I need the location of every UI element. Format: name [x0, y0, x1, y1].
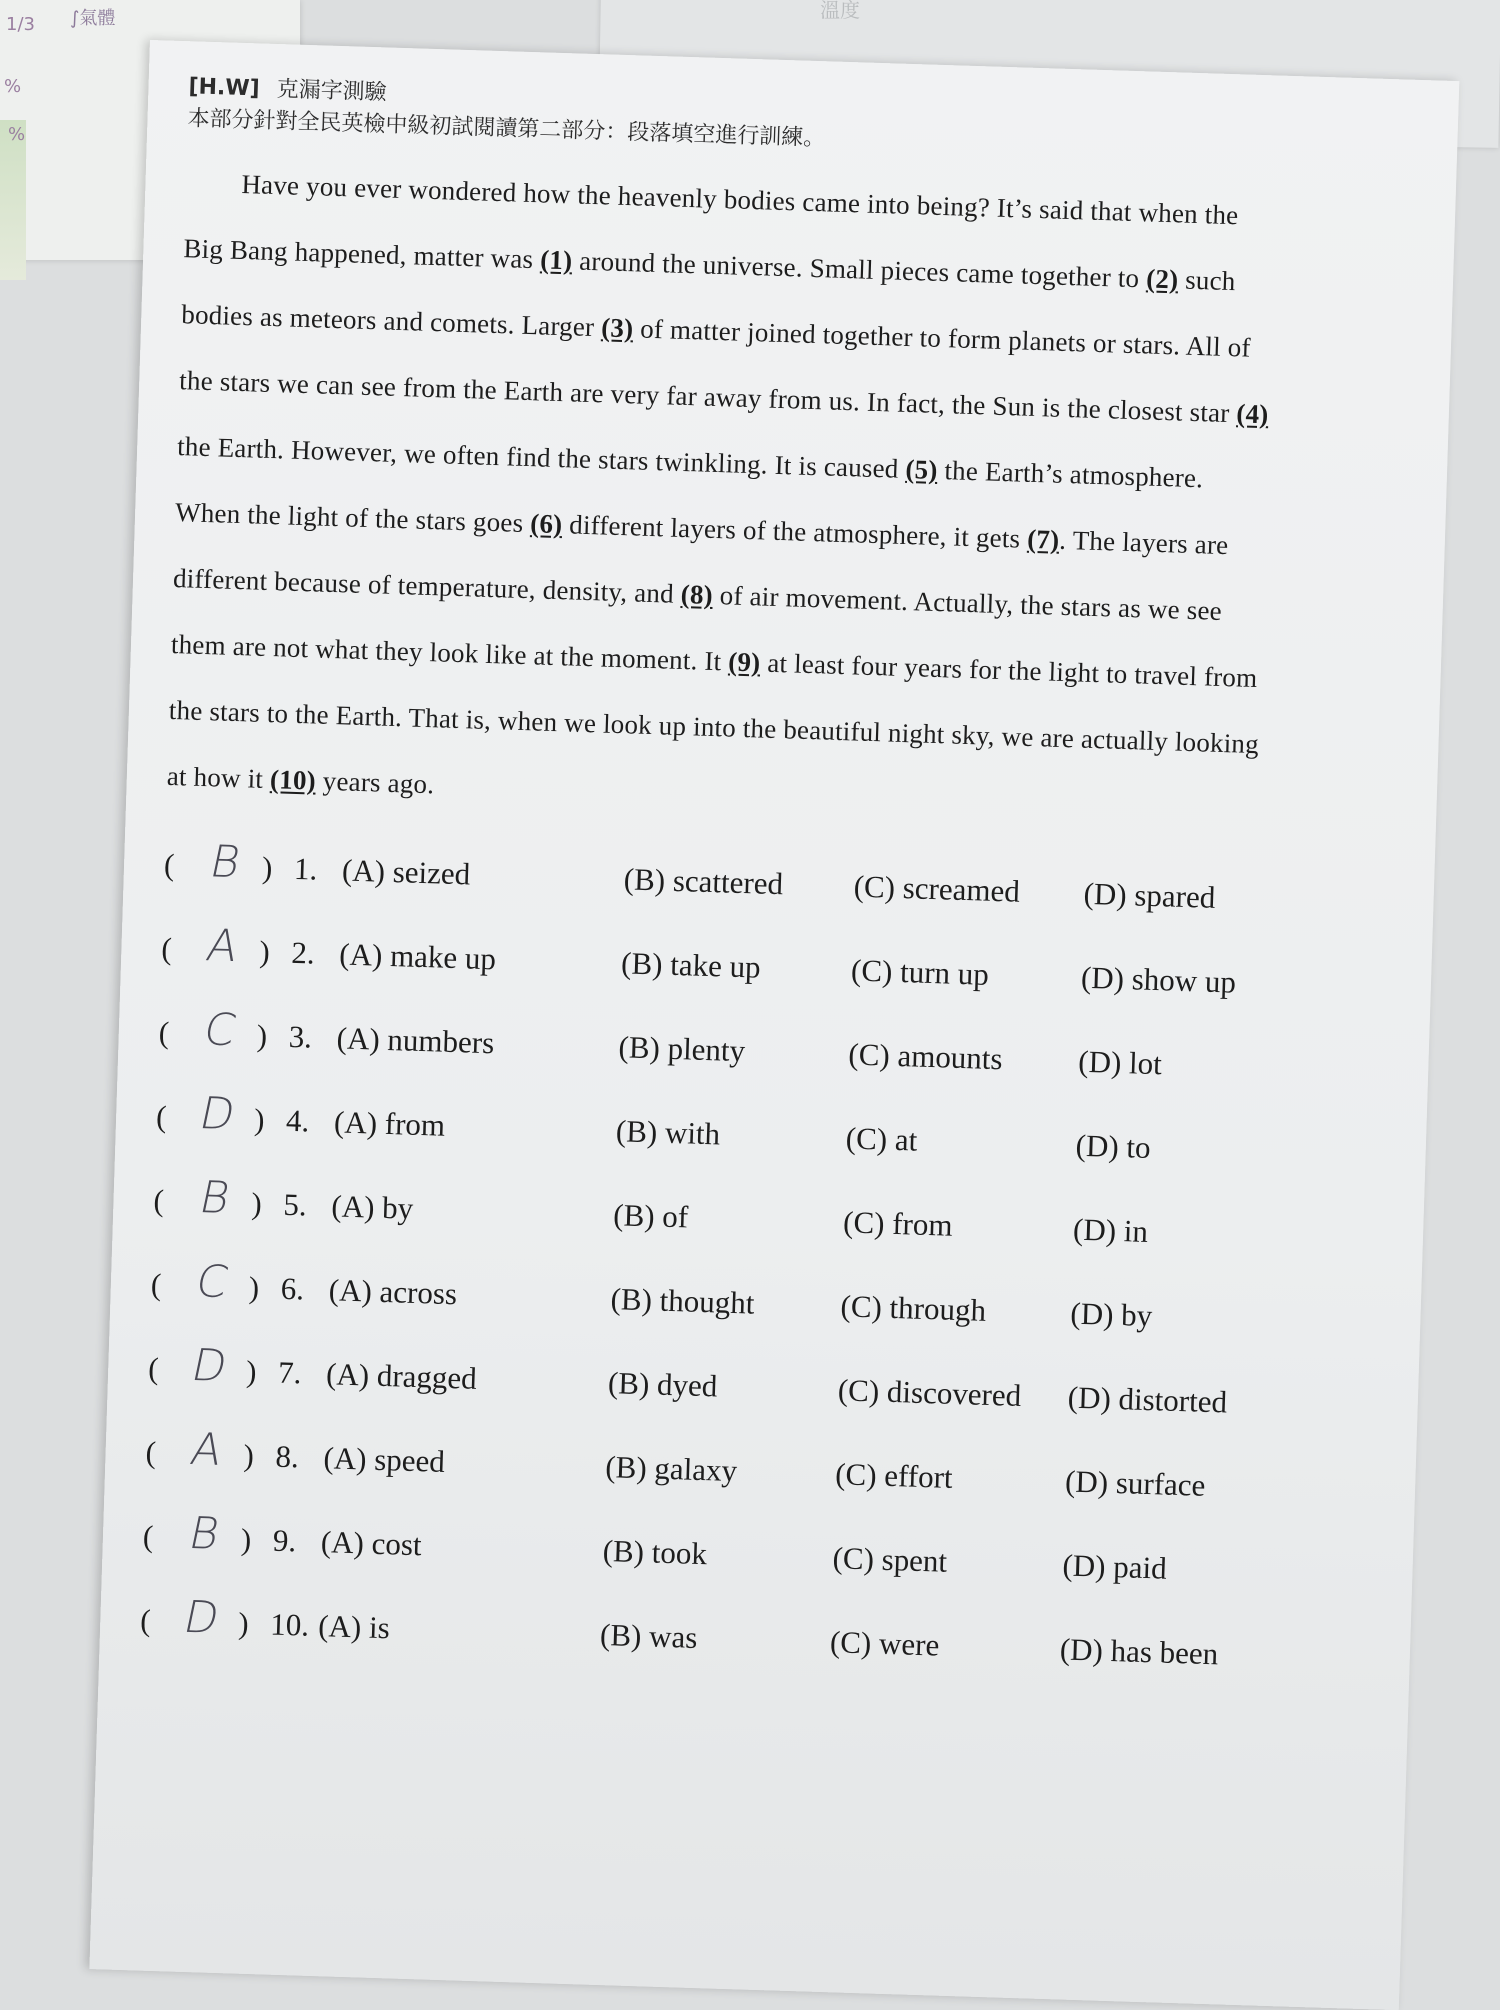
- option-c: (C) were: [829, 1624, 940, 1663]
- passage-text: bodies as meteors and comets. Larger: [180, 299, 602, 343]
- option-c: (C) spent: [832, 1540, 948, 1579]
- option-d: (D) paid: [1062, 1547, 1168, 1586]
- answer-paren-close: ): [243, 1437, 255, 1473]
- option-b: (B) with: [615, 1113, 721, 1152]
- question-list: [139, 837, 1385, 1715]
- passage-text: the stars to the Earth. That is, when we look up into the beautiful night sky, we are actually looking: [168, 694, 1260, 760]
- handwritten-answer: D: [195, 1088, 240, 1141]
- option-b: (B) take up: [620, 945, 762, 985]
- passage-text: When the light of the stars goes: [174, 497, 531, 539]
- handwritten-answer: C: [199, 1004, 241, 1057]
- question-number: 1.: [293, 850, 318, 887]
- question-number: 8.: [275, 1438, 300, 1475]
- passage-text: Have you ever wondered how the heavenly bodies came into being? It’s said that when the: [241, 168, 1239, 231]
- faint-heading: 溫度: [820, 0, 860, 22]
- option-c: (C) at: [845, 1120, 918, 1158]
- question-number: 5.: [282, 1186, 308, 1223]
- option-a: (A) dragged: [325, 1356, 478, 1396]
- blank-marker: (7): [1026, 523, 1060, 555]
- option-b: (B) dyed: [607, 1365, 718, 1404]
- handwritten-answer: C: [191, 1256, 233, 1308]
- passage-text: the Earth’s atmosphere.: [937, 454, 1204, 494]
- option-b: (B) of: [612, 1197, 689, 1235]
- passage-text: different because of temperature, density, and: [172, 562, 682, 609]
- blank-marker: (8): [680, 578, 714, 610]
- option-b: (B) was: [599, 1616, 698, 1655]
- answer-paren-close: ): [261, 849, 273, 886]
- option-d: (D) distorted: [1067, 1379, 1228, 1420]
- question-number: 4.: [285, 1102, 310, 1139]
- margin-fraction: 1/3: [6, 14, 35, 35]
- option-c: (C) screamed: [853, 868, 1021, 909]
- answer-paren-open: (: [145, 1434, 157, 1470]
- worksheet-page: [89, 40, 1459, 2010]
- cloze-passage: [166, 149, 1406, 847]
- blank-marker: (4): [1235, 398, 1269, 430]
- margin-percent-2: %: [8, 124, 26, 145]
- option-d: (D) to: [1075, 1127, 1152, 1165]
- option-c: (C) effort: [834, 1456, 954, 1495]
- passage-text: such: [1177, 264, 1237, 297]
- margin-percent-1: %: [4, 76, 22, 97]
- passage-text: at how it: [166, 760, 271, 795]
- answer-paren-open: (: [150, 1266, 162, 1302]
- passage-text: the stars we can see from the Earth are very far away from us. In fact, the Sun is the closest star: [178, 365, 1237, 429]
- option-a: (A) is: [317, 1608, 391, 1646]
- passage-text: . The layers are: [1058, 524, 1229, 561]
- option-a: (A) from: [333, 1104, 446, 1143]
- answer-paren-close: ): [248, 1269, 260, 1306]
- question-number: 6.: [280, 1270, 305, 1307]
- question-number: 10.: [269, 1606, 310, 1643]
- question-number: 7.: [277, 1354, 303, 1391]
- option-c: (C) discovered: [837, 1372, 1022, 1414]
- passage-text: Big Bang happened, matter was: [183, 233, 541, 275]
- option-c: (C) amounts: [847, 1036, 1004, 1077]
- answer-paren-close: ): [240, 1521, 252, 1557]
- passage-text: at least four years for the light to travel from: [759, 647, 1258, 694]
- option-d: (D) show up: [1080, 959, 1237, 1000]
- option-d: (D) by: [1069, 1295, 1153, 1334]
- answer-paren-close: ): [256, 1017, 268, 1054]
- option-d: (D) has been: [1059, 1631, 1219, 1672]
- question-number: 3.: [288, 1018, 313, 1055]
- option-d: (D) lot: [1077, 1043, 1163, 1082]
- answer-paren-close: ): [237, 1605, 250, 1641]
- passage-text: around the universe. Small pieces came together to: [571, 245, 1147, 294]
- handwritten-answer: A: [186, 1424, 228, 1476]
- answer-paren-close: ): [250, 1185, 263, 1222]
- answer-paren-open: (: [155, 1098, 168, 1135]
- margin-note: ∫氣體: [70, 8, 116, 29]
- answer-paren-close: ): [245, 1353, 258, 1389]
- answer-paren-open: (: [163, 846, 175, 883]
- handwritten-answer: D: [179, 1592, 224, 1644]
- handwritten-answer: B: [194, 1172, 235, 1224]
- answer-paren-open: (: [158, 1014, 170, 1051]
- question-number: 2.: [290, 934, 316, 971]
- answer-paren-open: (: [139, 1602, 152, 1638]
- passage-text: them are not what they look like at the moment. It: [170, 628, 729, 677]
- question-number: 9.: [272, 1522, 297, 1559]
- option-a: (A) speed: [323, 1440, 446, 1479]
- option-a: (A) numbers: [336, 1020, 495, 1061]
- handwritten-answer: A: [202, 920, 243, 973]
- option-b: (B) took: [602, 1532, 708, 1572]
- handwritten-answer: B: [205, 836, 245, 889]
- option-a: (A) by: [330, 1188, 414, 1226]
- blank-marker: (1): [539, 244, 573, 276]
- passage-text: of air movement. Actually, the stars as we see: [712, 579, 1223, 626]
- homework-tag: [H.W]: [188, 74, 261, 102]
- option-c: (C) turn up: [850, 952, 990, 992]
- handwritten-answer: B: [184, 1508, 224, 1560]
- option-b: (B) galaxy: [604, 1449, 738, 1489]
- option-a: (A) make up: [338, 936, 497, 977]
- option-b: (B) scattered: [623, 861, 784, 902]
- blank-marker: (9): [727, 646, 761, 678]
- option-b: (B) plenty: [618, 1029, 746, 1069]
- blank-marker: (3): [600, 312, 634, 344]
- handwritten-answer: D: [187, 1340, 232, 1392]
- blank-marker: (2): [1145, 263, 1179, 295]
- answer-paren-open: (: [153, 1182, 165, 1219]
- option-c: (C) from: [842, 1204, 954, 1243]
- passage-text: of matter joined together to form planets or stars. All of: [632, 313, 1252, 363]
- answer-paren-close: ): [258, 933, 271, 970]
- answer-paren-open: (: [160, 930, 173, 967]
- blank-marker: (5): [905, 453, 939, 485]
- blank-marker: (6): [529, 508, 563, 540]
- option-d: (D) in: [1072, 1211, 1149, 1249]
- passage-text: the Earth. However, we often find the stars twinkling. It is caused: [176, 431, 906, 484]
- worksheet-subtitle: 本部分針對全民英檢中級初試閱讀第二部分：段落填空進行訓練。: [187, 106, 826, 152]
- option-d: (D) surface: [1064, 1463, 1206, 1503]
- option-d: (D) spared: [1083, 875, 1216, 915]
- answer-paren-open: (: [142, 1518, 154, 1554]
- option-a: (A) cost: [320, 1524, 423, 1563]
- worksheet-title: 克漏字測驗: [276, 77, 388, 106]
- option-b: (B) thought: [610, 1281, 755, 1321]
- blank-marker: (10): [269, 764, 317, 796]
- answer-paren-open: (: [147, 1350, 160, 1386]
- passage-text: years ago.: [315, 765, 435, 800]
- option-c: (C) through: [840, 1288, 987, 1328]
- option-a: (A) seized: [341, 852, 471, 892]
- passage-text: different layers of the atmosphere, it gets: [561, 509, 1028, 554]
- option-a: (A) across: [328, 1272, 458, 1312]
- answer-paren-close: ): [253, 1101, 266, 1138]
